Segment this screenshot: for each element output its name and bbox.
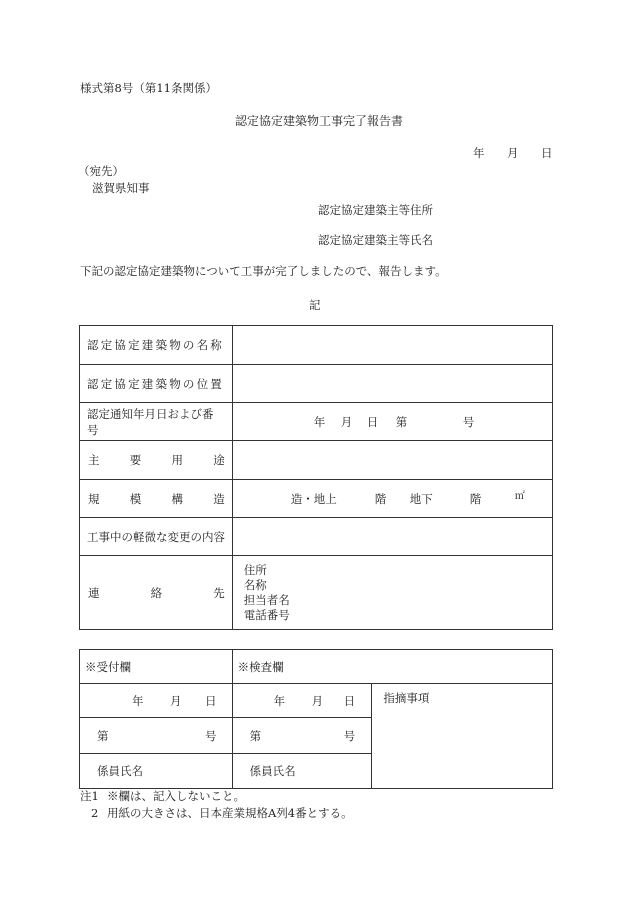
minor-changes-value[interactable] [232,518,552,556]
main-table [79,325,553,630]
scale-structure-value[interactable] [232,480,552,518]
inspection-header: ※検査欄 [237,659,284,674]
table-row [80,556,553,630]
inspection-number-cell[interactable] [232,718,372,754]
ki-heading: 記 [309,298,321,312]
table-row [80,365,553,403]
note2-text: 用紙の大きさは、日本産業規格A列4番とする。 [107,806,353,820]
label-cell [80,365,233,403]
remarks-label: 指摘事項 [383,691,430,705]
reception-month: 月 [170,693,182,708]
date-month: 月 [507,146,519,160]
remarks-cell[interactable] [372,684,553,789]
scale-structure-label: 規 模 構 造 [88,491,225,506]
inspection-day: 日 [343,693,356,708]
note2-prefix: 2 [91,806,99,820]
building-name-value[interactable] [232,326,552,365]
table-row [80,326,553,365]
label-cell [80,326,233,365]
inspection-go: 号 [343,728,356,743]
reception-go: 号 [205,728,217,743]
addressee-name: 滋賀県知事 [92,181,150,195]
addressee-label: （宛先） [78,164,124,178]
reception-day: 日 [205,693,217,708]
label-cell [80,441,233,480]
page-title: 認定協定建築物工事完了報告書 [235,114,404,128]
reception-dai: 第 [97,728,109,743]
minor-changes-label: 工事中の軽微な変更の内容 [87,529,225,544]
notice-year: 年 [313,414,326,429]
label-cell [80,518,233,556]
inspection-month: 月 [311,693,324,708]
applicant-name-label: 認定協定建築主等氏名 [318,233,433,247]
table-row [80,403,553,441]
table-row [80,650,553,684]
notice-dai: 第 [395,414,408,429]
contact-phone-label: 電話番号 [243,607,290,622]
contact-name-label: 名称 [243,577,267,592]
contact-address-label: 住所 [243,562,267,577]
inspection-year: 年 [273,693,286,708]
inspection-staff-cell[interactable] [232,754,372,789]
floors-above-unit: 階 [374,491,387,506]
inspection-date-cell[interactable] [232,684,372,718]
reception-number-cell[interactable] [80,718,233,754]
notice-date-number-value[interactable] [232,403,552,441]
building-location-label: 認定協定建築物の位置 [87,376,224,391]
date-year: 年 [473,146,485,160]
office-table [79,649,553,789]
structure-text: 造・地上 [290,491,337,506]
label-cell [80,403,233,441]
area-unit: ㎡ [514,490,525,502]
notice-day: 日 [366,414,379,429]
label-cell [80,480,233,518]
reception-staff-cell[interactable] [80,754,233,789]
applicant-address-label: 認定協定建築主等住所 [318,203,433,217]
notice-date-number-label: 認定通知年月日および番号 [87,406,214,437]
contact-label: 連 絡 先 [88,585,225,600]
reception-staff-label: 係員氏名 [97,764,143,778]
contact-value[interactable] [232,556,552,630]
table-row [80,441,553,480]
intro-text: 下記の認定協定建築物について工事が完了しましたので、報告します。 [80,264,447,278]
reception-date-cell[interactable] [80,684,233,718]
note1-prefix: 注1 [80,789,99,803]
table-row [80,684,553,718]
table-row [80,518,553,556]
inspection-dai: 第 [249,728,262,743]
underground-text: 地下 [409,491,433,506]
date-day: 日 [541,146,553,160]
form-number: 様式第8号（第11条関係） [80,81,217,95]
reception-year: 年 [132,693,144,708]
contact-person-label: 担当者名 [243,592,290,607]
main-use-label: 主 要 用 途 [88,453,225,467]
inspection-staff-label: 係員氏名 [249,764,296,778]
reception-header-cell [80,650,233,684]
label-cell [80,556,233,630]
building-location-value[interactable] [232,365,552,403]
inspection-header-cell [232,650,552,684]
building-name-label: 認定協定建築物の名称 [87,338,224,352]
table-row [80,480,553,518]
reception-header: ※受付欄 [85,659,131,674]
main-use-value[interactable] [232,441,552,480]
floors-below-unit: 階 [469,491,482,506]
notice-month: 月 [340,414,353,429]
note1-text: ※欄は、記入しないこと。 [107,789,245,803]
notice-go: 号 [462,414,475,429]
